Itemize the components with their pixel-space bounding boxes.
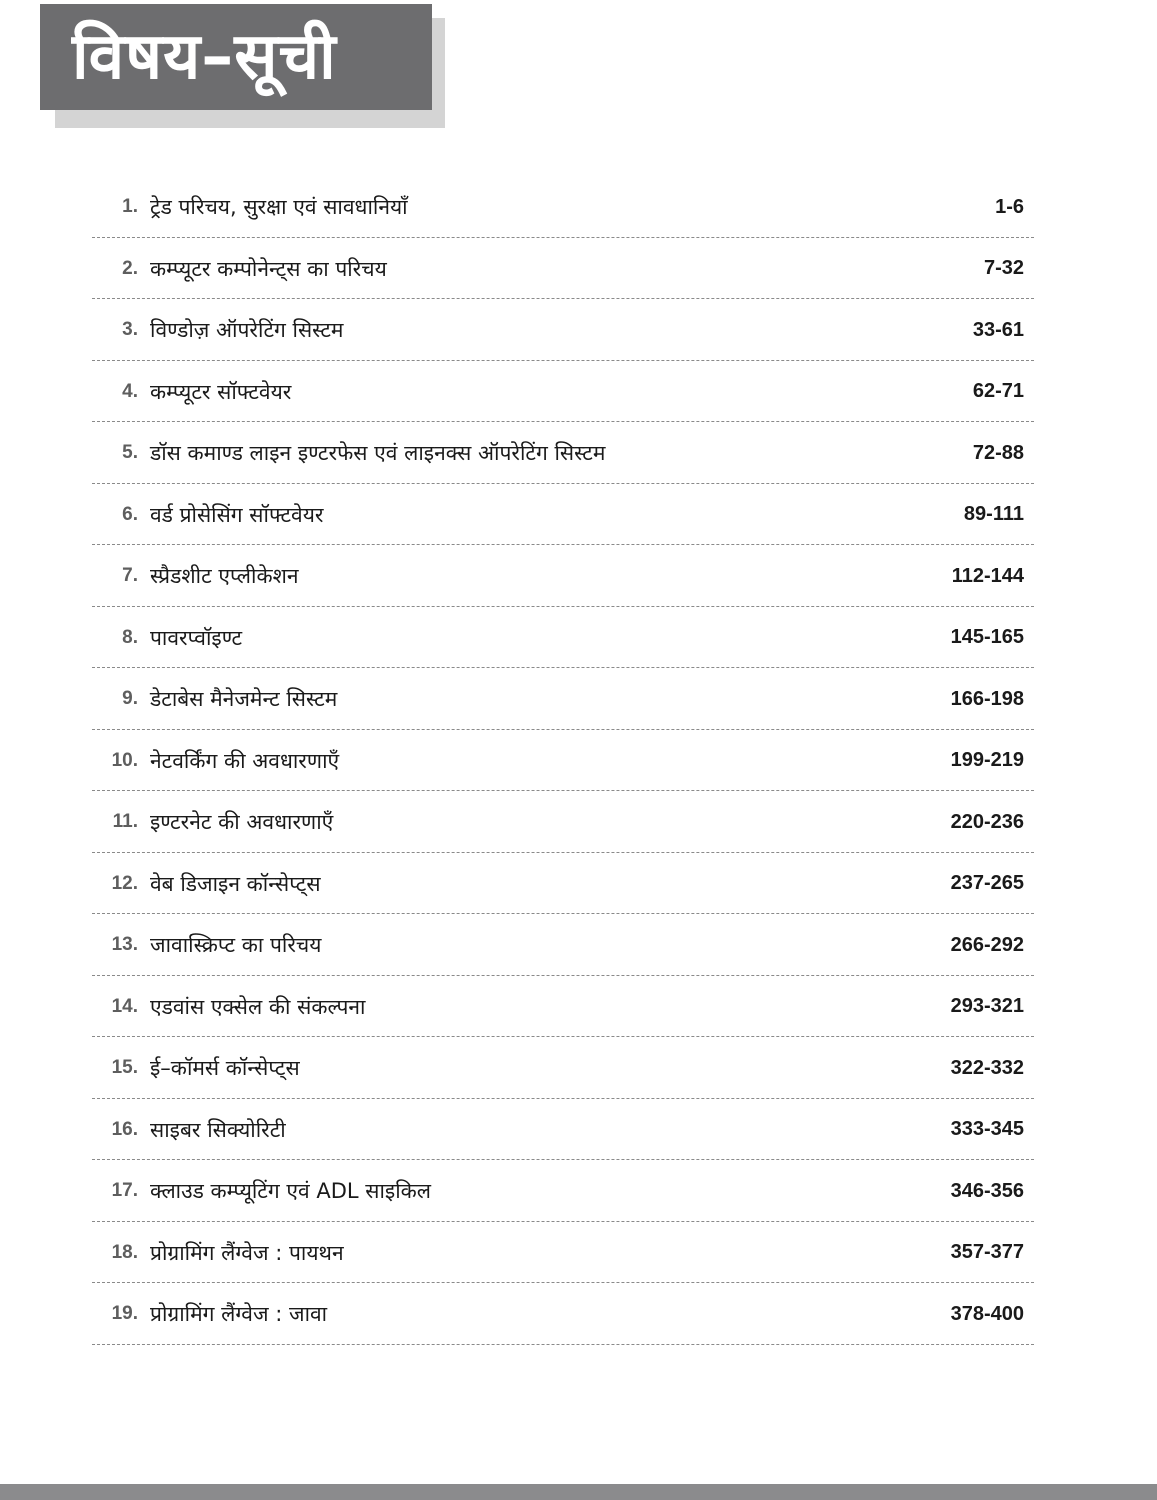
footer-bar — [0, 1484, 1157, 1500]
toc-chapter-title: विण्डोज़ ऑपरेटिंग सिस्टम — [150, 318, 344, 343]
toc-chapter-title: एडवांस एक्सेल की संकल्पना — [150, 994, 366, 1019]
toc-chapter-title: वेब डिजाइन कॉन्सेप्ट्स — [150, 871, 321, 896]
toc-page-range: 199-219 — [950, 749, 1024, 772]
toc-row[interactable] — [92, 484, 1034, 546]
toc-chapter-title: डॉस कमाण्ड लाइन इण्टरफेस एवं लाइनक्स ऑपरेटिंग सिस्टम — [150, 441, 606, 466]
toc-chapter-number: 5. — [122, 442, 138, 464]
toc-chapter-number: 14. — [111, 995, 138, 1017]
toc-chapter-title: नेटवर्किंग की अवधारणाएँ — [150, 748, 340, 773]
toc-row[interactable] — [92, 1099, 1034, 1161]
toc-chapter-number: 7. — [122, 565, 138, 587]
toc-page-range: 62-71 — [972, 380, 1024, 403]
toc-chapter-title: साइबर सिक्योरिटी — [150, 1117, 286, 1142]
toc-chapter-number: 12. — [111, 872, 138, 894]
toc-chapter-title: ई–कॉमर्स कॉन्सेप्ट्स — [150, 1056, 300, 1081]
toc-chapter-number: 16. — [111, 1118, 138, 1140]
toc-page-range: 112-144 — [951, 564, 1024, 587]
page-title: विषय–सूची — [72, 20, 337, 94]
toc-chapter-number: 19. — [111, 1303, 138, 1325]
toc-chapter-number: 10. — [111, 749, 138, 771]
toc-page-range: 378-400 — [950, 1302, 1024, 1325]
toc-chapter-title: कम्प्यूटर सॉफ्टवेयर — [150, 379, 292, 404]
toc-page-range: 7-32 — [983, 257, 1024, 280]
toc-page-range: 266-292 — [950, 933, 1024, 956]
toc-row[interactable] — [92, 730, 1034, 792]
toc-page-range: 322-332 — [950, 1056, 1024, 1079]
toc-row[interactable] — [92, 176, 1034, 238]
toc-page-range: 346-356 — [950, 1179, 1024, 1202]
table-of-contents — [92, 176, 1034, 1345]
toc-chapter-number: 8. — [122, 626, 138, 648]
toc-chapter-title: ट्रेड परिचय, सुरक्षा एवं सावधानियाँ — [150, 195, 408, 220]
toc-page-range: 166-198 — [950, 687, 1024, 710]
toc-page-range: 220-236 — [950, 810, 1024, 833]
toc-row[interactable] — [92, 545, 1034, 607]
toc-row[interactable] — [92, 361, 1034, 423]
toc-page-range: 89-111 — [963, 503, 1024, 526]
toc-chapter-title: वर्ड प्रोसेसिंग सॉफ्टवेयर — [150, 502, 324, 527]
toc-row[interactable] — [92, 976, 1034, 1038]
toc-page-range: 33-61 — [972, 318, 1024, 341]
toc-chapter-number: 18. — [111, 1241, 138, 1263]
toc-chapter-number: 17. — [111, 1180, 138, 1202]
toc-row[interactable] — [92, 1160, 1034, 1222]
toc-chapter-title: प्रोग्रामिंग लैंग्वेज : जावा — [150, 1302, 328, 1327]
toc-chapter-title: क्लाउड कम्प्यूटिंग एवं ADL साइकिल — [150, 1179, 432, 1204]
toc-chapter-number: 6. — [122, 503, 138, 525]
toc-chapter-title: स्प्रैडशीट एप्लीकेशन — [150, 564, 299, 589]
toc-page-range: 293-321 — [950, 995, 1024, 1018]
toc-chapter-title: डेटाबेस मैनेजमेन्ट सिस्टम — [150, 687, 338, 712]
toc-page-range: 333-345 — [950, 1118, 1024, 1141]
toc-row[interactable] — [92, 1037, 1034, 1099]
toc-chapter-number: 9. — [122, 688, 138, 710]
toc-chapter-title: प्रोग्रामिंग लैंग्वेज : पायथन — [150, 1240, 344, 1265]
toc-row[interactable] — [92, 853, 1034, 915]
toc-chapter-number: 2. — [122, 257, 138, 279]
toc-row[interactable] — [92, 607, 1034, 669]
toc-row[interactable] — [92, 668, 1034, 730]
toc-chapter-title: पावरप्वॉइण्ट — [150, 625, 243, 650]
toc-page-range: 72-88 — [972, 441, 1024, 464]
toc-row[interactable] — [92, 791, 1034, 853]
toc-page-range: 145-165 — [950, 626, 1024, 649]
toc-chapter-number: 4. — [122, 380, 138, 402]
toc-chapter-title: इण्टरनेट की अवधारणाएँ — [150, 810, 334, 835]
toc-page-range: 237-265 — [950, 872, 1024, 895]
toc-chapter-number: 11. — [112, 811, 138, 833]
toc-row[interactable] — [92, 1283, 1034, 1345]
toc-row[interactable] — [92, 299, 1034, 361]
toc-row[interactable] — [92, 914, 1034, 976]
toc-row[interactable] — [92, 422, 1034, 484]
toc-chapter-number: 3. — [122, 319, 138, 341]
toc-chapter-number: 13. — [111, 934, 138, 956]
toc-chapter-number: 1. — [122, 196, 138, 218]
toc-page-range: 357-377 — [950, 1241, 1024, 1264]
title-banner — [40, 4, 432, 110]
toc-page-range: 1-6 — [995, 195, 1024, 218]
toc-row[interactable] — [92, 238, 1034, 300]
toc-chapter-title: कम्प्यूटर कम्पोनेन्ट्स का परिचय — [150, 256, 387, 281]
toc-chapter-number: 15. — [111, 1057, 138, 1079]
toc-row[interactable] — [92, 1222, 1034, 1284]
toc-chapter-title: जावास्क्रिप्ट का परिचय — [150, 933, 322, 958]
